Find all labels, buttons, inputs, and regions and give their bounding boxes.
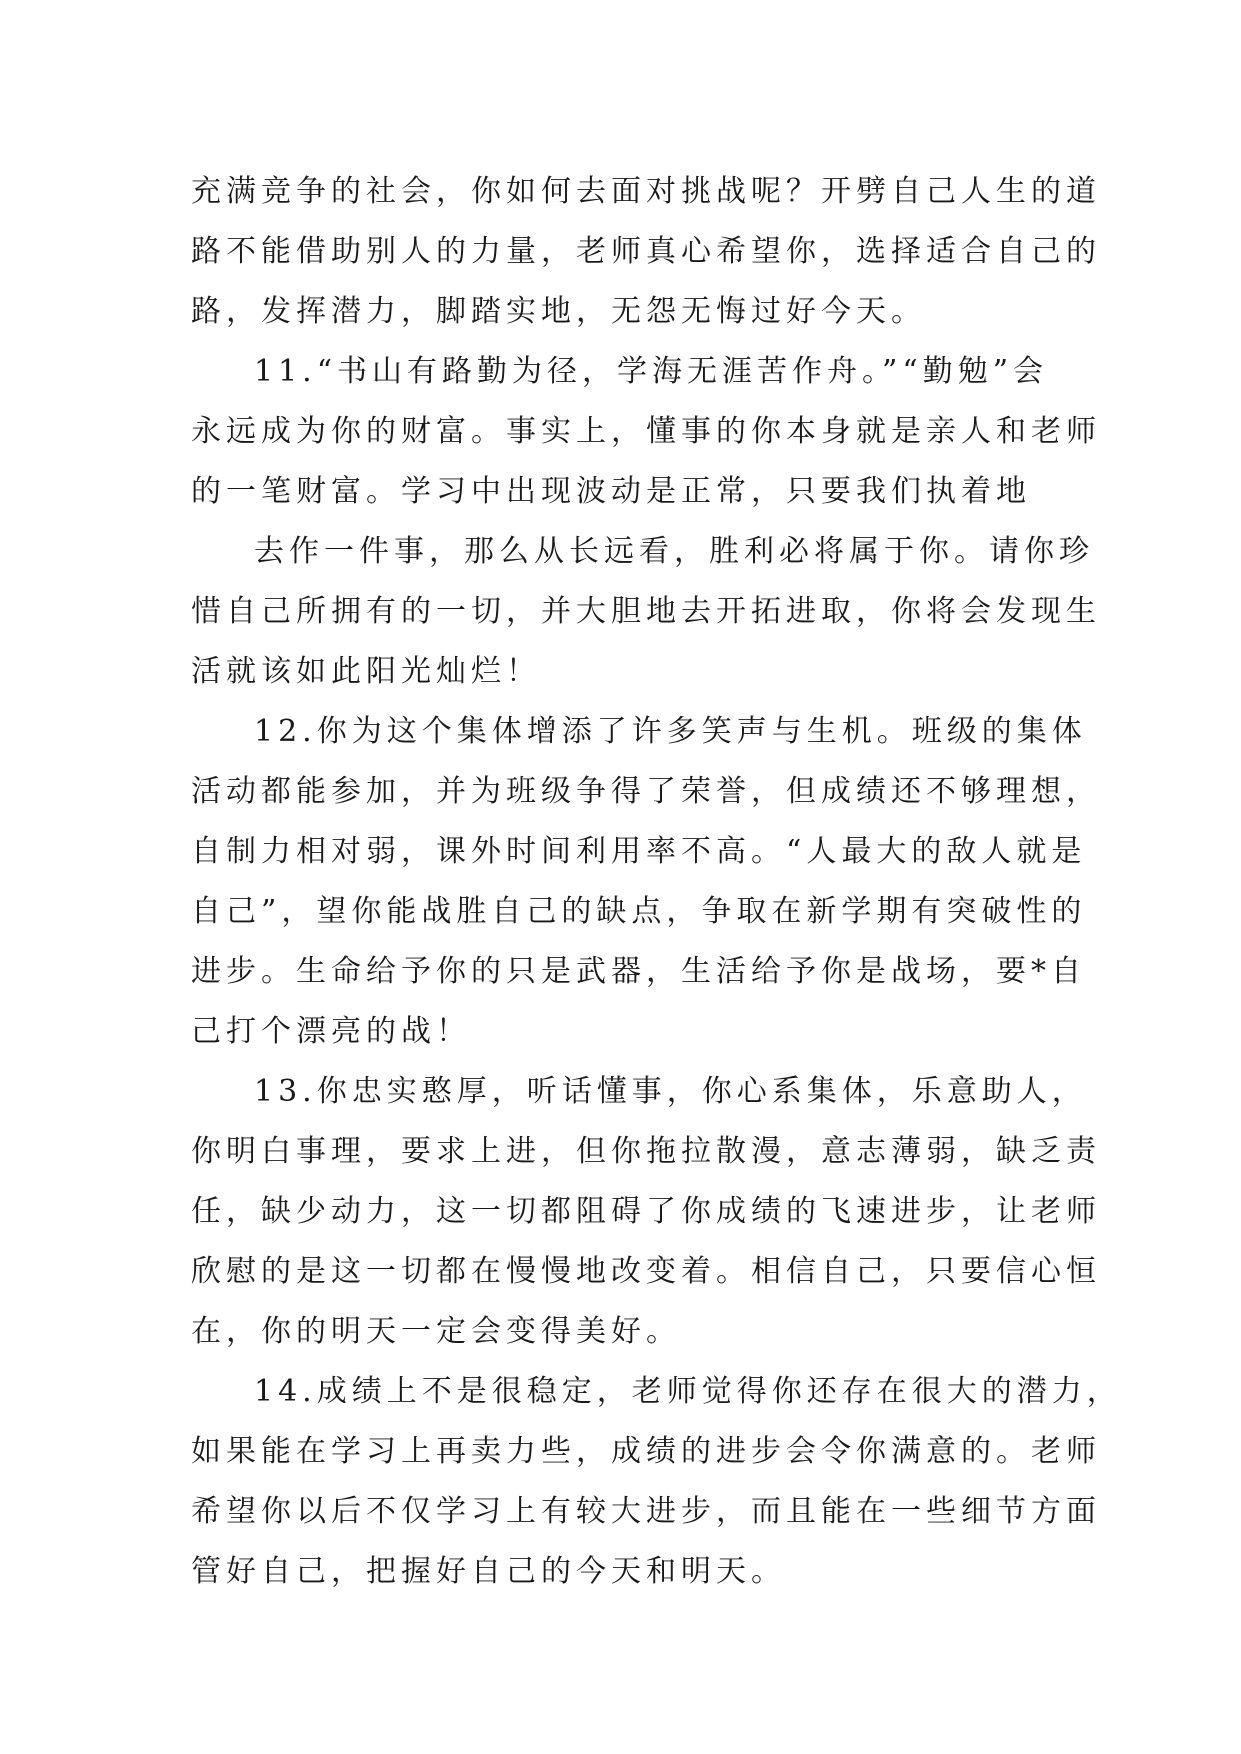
text-line: 永远成为你的财富。事实上，懂事的你本身就是亲人和老师 <box>191 414 1101 449</box>
text-line: 进步。生命给予你的只是武器，生活给予你是战场，要*自 <box>191 954 1086 989</box>
text-line: 充满竞争的社会，你如何去面对挑战呢？开劈自己人生的道 <box>191 174 1101 209</box>
paragraph-13 <box>191 1062 1101 1362</box>
text-line: 你明白事理，要求上进，但你拖拉散漫，意志薄弱，缺乏责 <box>191 1134 1101 1169</box>
text-line: 自制力相对弱，课外时间利用率不高。“人最大的敌人就是 <box>191 834 1087 869</box>
text-line: 13.你忠实憨厚，听话懂事，你心系集体，乐意助人， <box>254 1074 1087 1109</box>
text-line: 11.“书山有路勤为径，学海无涯苦作舟。”“勤勉”会 <box>254 354 1049 389</box>
text-line: 管好自己，把握好自己的今天和明天。 <box>191 1554 786 1589</box>
text-line: 任，缺少动力，这一切都阻碍了你成绩的飞速进步，让老师 <box>191 1194 1101 1229</box>
text-line: 己打个漂亮的战！ <box>191 1014 471 1049</box>
text-line: 路不能借助别人的力量，老师真心希望你，选择适合自己的 <box>191 234 1101 269</box>
text-line: 希望你以后不仅学习上有较大进步，而且能在一些细节方面 <box>191 1494 1101 1529</box>
text-line: 欣慰的是这一切都在慢慢地改变着。相信自己，只要信心恒 <box>191 1254 1101 1289</box>
paragraph-11 <box>191 342 1101 522</box>
paragraph-12 <box>191 702 1101 1062</box>
text-line: 在，你的明天一定会变得美好。 <box>191 1314 681 1349</box>
text-line: 路，发挥潜力，脚踏实地，无怨无悔过好今天。 <box>191 294 926 329</box>
text-line: 14.成绩上不是很稳定，老师觉得你还存在很大的潜力， <box>254 1374 1122 1409</box>
paragraph-14 <box>191 1362 1122 1602</box>
text-line: 如果能在学习上再卖力些，成绩的进步会令你满意的。老师 <box>191 1434 1101 1469</box>
paragraph-11-continued <box>191 522 1101 702</box>
text-line: 惜自己所拥有的一切，并大胆地去开拓进取，你将会发现生 <box>191 594 1101 629</box>
text-line: 的一笔财富。学习中出现波动是正常，只要我们执着地 <box>191 474 1031 509</box>
text-line: 去作一件事，那么从长远看，胜利必将属于你。请你珍 <box>254 534 1094 569</box>
text-line: 12.你为这个集体增添了许多笑声与生机。班级的集体 <box>254 714 1087 749</box>
document-body <box>191 162 1122 1602</box>
text-line: 活就该如此阳光灿烂！ <box>191 654 541 689</box>
paragraph-10-ending <box>191 162 1101 342</box>
text-line: 活动都能参加，并为班级争得了荣誉，但成绩还不够理想， <box>191 774 1101 809</box>
text-line: 自己”，望你能战胜自己的缺点，争取在新学期有突破性的 <box>191 894 1087 929</box>
